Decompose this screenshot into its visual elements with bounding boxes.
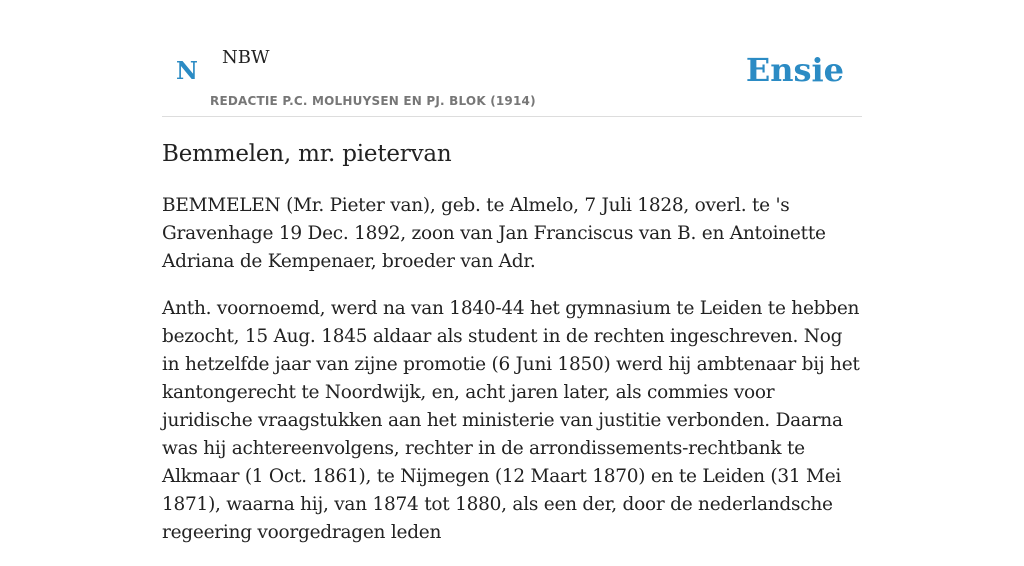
article-title: Bemmelen, mr. pietervan xyxy=(162,141,452,167)
ensie-logo[interactable]: Ensie xyxy=(745,51,844,89)
article-paragraph-2: Anth. voornoemd, werd na van 1840-44 het gymnasium te Leiden te hebben bezocht, 15 Aug. 1845 aldaar als student in de rechten ingeschreven. Nog in hetzelfde jaar van zijne promotie (6 Juni 1850) werd hij ambtenaar bij het kantongerecht te Noordwijk, en, acht jaren later, als commies voor juridische vraagstukken aan het ministerie van justitie verbonden. Daarna was hij achtereenvolgens, rechter in de arrondissements-rechtbank te Alkmaar (1 Oct. 1861), te Nijmegen (12 Maart 1870) en te Leiden (31 Mei 1871), waarna hij, van 1874 tot 1880, als een der, door de nederlandsche regeering voorgedragen leden xyxy=(162,298,860,543)
source-name[interactable]: NBW xyxy=(222,47,270,68)
source-header xyxy=(162,0,862,117)
article-paragraph-1: BEMMELEN (Mr. Pieter van), geb. te Almelo, 7 Juli 1828, overl. te 's Gravenhage 19 Dec. 1892, zoon van Jan Franciscus van B. en Antoinette Adriana de Kempenaer, broeder van Adr. xyxy=(162,195,826,272)
source-subtitle: REDACTIE P.C. MOLHUYSEN EN PJ. BLOK (1914) xyxy=(210,94,536,108)
source-logo-letter: N xyxy=(176,56,198,85)
article xyxy=(162,138,862,566)
